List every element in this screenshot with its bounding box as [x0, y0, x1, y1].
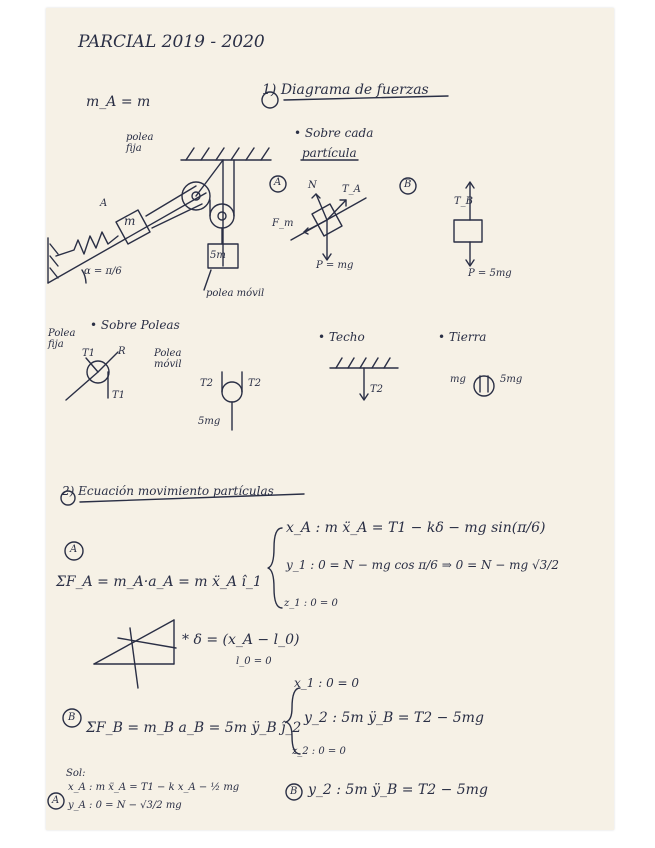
poleas-heading: • Sobre Poleas	[90, 318, 180, 332]
label-5m: 5m	[210, 250, 226, 261]
fbd-A	[291, 194, 366, 260]
tierra-heading: • Tierra	[438, 330, 487, 344]
label-particula: partícula	[302, 146, 357, 160]
eq-B-z: z_2 : 0 = 0	[292, 746, 346, 757]
label-angle: α = π/6	[84, 266, 122, 277]
sol-A-y: y_A : 0 = N − √3/2 mg	[68, 800, 182, 811]
eq-x1: x_1 : 0 = 0	[294, 676, 360, 690]
incline-plane	[48, 193, 206, 283]
fbd-polea-movil	[222, 372, 242, 430]
label-mass-m: m	[124, 214, 136, 228]
eq-delta: * δ = (x_A − l_0)	[182, 632, 300, 648]
brace-A	[268, 528, 282, 608]
eq-B-y: y_2 : 5m ÿ_B = T2 − 5mg	[304, 710, 484, 726]
label-TA: T_A	[342, 184, 361, 195]
fbd-techo	[330, 358, 398, 400]
label-P-mg: P = mg	[316, 260, 354, 271]
eq-A-sum: ΣF_A = m_A·a_A = m ẍ_A î_1	[56, 574, 262, 590]
label-circle-B: B	[404, 179, 412, 190]
poleas-R: R	[118, 346, 126, 357]
tierra-mg: mg	[450, 374, 466, 385]
mass-definition: m_A = m	[86, 94, 151, 110]
poleas-fija-label: Polea fija	[48, 328, 76, 350]
rope-block	[146, 186, 196, 216]
arrow-movil	[204, 270, 211, 290]
poleas-movil-label: Polea móvil	[154, 348, 182, 370]
exam-title: PARCIAL 2019 - 2020	[78, 32, 265, 52]
techo-heading: • Techo	[318, 330, 365, 344]
tierra-5mg: 5mg	[500, 374, 523, 385]
label-polea-fija: polea fija	[126, 132, 154, 154]
poleas-T1b: T1	[112, 390, 126, 401]
poleas-5mg: 5mg	[198, 416, 221, 427]
eq-B-sum: ΣF_B = m_B a_B = 5m ÿ_B ĵ_2	[86, 720, 302, 736]
label-A-point: A	[100, 198, 108, 209]
section1-heading: 1) Diagrama de fuerzas	[262, 82, 429, 98]
label-polea-movil: polea móvil	[206, 288, 265, 299]
label-N: N	[308, 180, 317, 191]
ceiling-hatch-icon	[181, 148, 271, 160]
label-A2: A	[70, 544, 78, 555]
label-sobre-cada: • Sobre cada	[294, 126, 374, 140]
sol-B-letter: B	[290, 786, 298, 797]
label-P-5mg: P = 5mg	[468, 268, 512, 279]
label-circle-A: A	[274, 177, 282, 188]
sol-label: Sol:	[66, 768, 86, 779]
label-Fm: F_m	[272, 218, 294, 229]
techo-T2: T2	[370, 384, 384, 395]
poleas-T1: T1	[82, 348, 96, 359]
spring-icon	[56, 232, 118, 256]
section2-heading: 2) Ecuación movimiento partículas	[62, 484, 274, 498]
eq-A-y: y_1 : 0 = N − mg cos π/6 ⇒ 0 = N − mg √3/2	[286, 558, 559, 572]
fbd-tierra	[474, 376, 494, 396]
sol-B-y: y_2 : 5m ÿ_B = T2 − 5mg	[308, 782, 488, 798]
sol-A-letter: A	[52, 795, 60, 806]
poleas-T2b: T2	[248, 378, 262, 389]
fbd-polea-fija	[66, 352, 118, 400]
eq-l0: l_0 = 0	[236, 656, 272, 667]
sol-A-x: x_A : m ẍ_A = T1 − k x_A − ½ mg	[68, 782, 240, 793]
incline-sketch	[94, 620, 176, 688]
poleas-T2a: T2	[200, 378, 214, 389]
eq-A-z: z_1 : 0 = 0	[284, 598, 338, 609]
fbd-B	[454, 182, 482, 266]
eq-A-x: x_A : m ẍ_A = T1 − kδ − mg sin(π/6)	[286, 520, 546, 536]
exam-page	[46, 8, 614, 830]
label-TB: T_B	[454, 196, 474, 207]
label-B2: B	[68, 712, 76, 723]
